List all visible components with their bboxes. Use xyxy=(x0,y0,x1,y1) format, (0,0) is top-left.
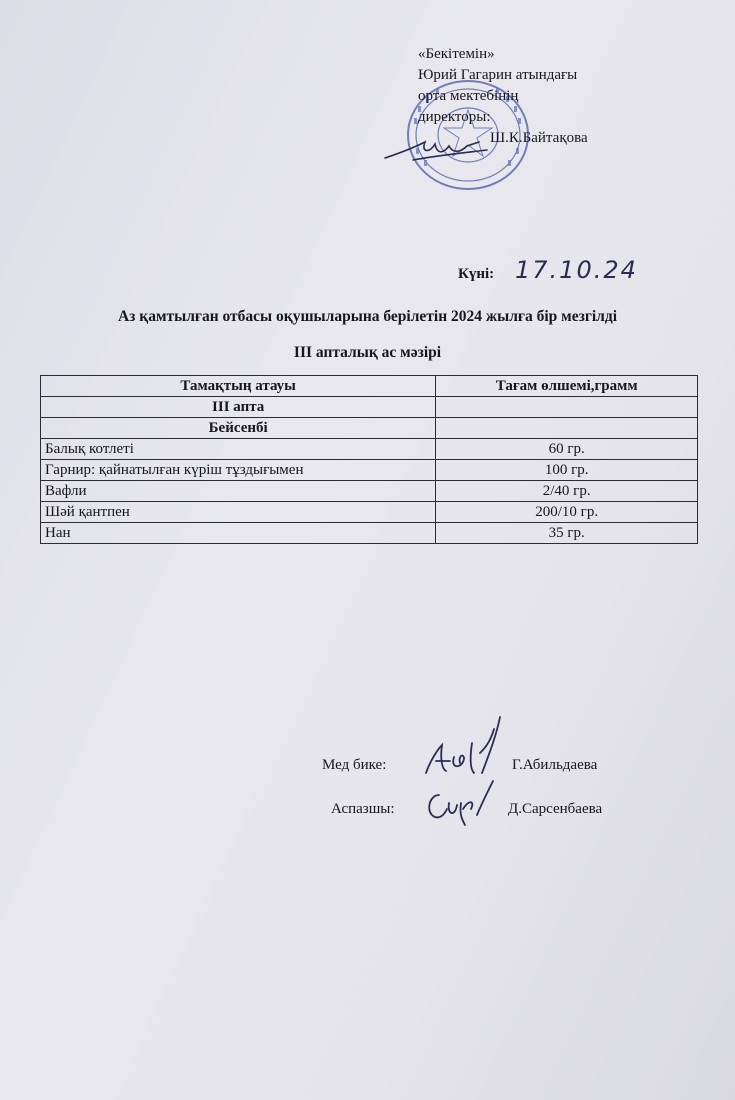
cook-role-label: Аспазшы: xyxy=(331,801,395,817)
week-row xyxy=(41,397,698,418)
table-row xyxy=(41,460,698,481)
table-row xyxy=(41,439,698,460)
table-row xyxy=(41,502,698,523)
dish-name: Вафли xyxy=(41,481,436,502)
dish-amount: 2/40 гр. xyxy=(436,481,698,502)
dish-name: Гарнир: қайнатылған күріш тұздығымен xyxy=(41,460,436,481)
column-header-amount: Тағам өлшемі,грамм xyxy=(436,376,698,397)
day-row xyxy=(41,418,698,439)
dish-amount: 60 гр. xyxy=(436,439,698,460)
empty-cell xyxy=(436,397,698,418)
menu-table xyxy=(40,375,698,544)
table-header-row xyxy=(41,376,698,397)
dish-amount: 200/10 гр. xyxy=(436,502,698,523)
column-header-dish: Тамақтың атауы xyxy=(41,376,436,397)
dish-name: Балық котлеті xyxy=(41,439,436,460)
date-label: Күні: xyxy=(458,266,495,282)
dish-name: Нан xyxy=(41,523,436,544)
empty-cell xyxy=(436,418,698,439)
dish-name: Шәй қантпен xyxy=(41,502,436,523)
director-signature xyxy=(383,128,493,168)
document-subtitle: III апталық ас мәзірі xyxy=(293,344,442,361)
cook-signature xyxy=(421,775,501,831)
date-handwritten: 17.10.24 xyxy=(515,256,638,284)
nurse-name: Г.Абильдаева xyxy=(512,757,598,773)
director-title: директоры: xyxy=(418,109,491,125)
dish-amount: 35 гр. xyxy=(436,523,698,544)
dish-amount: 100 гр. xyxy=(436,460,698,481)
table-row xyxy=(41,481,698,502)
document-title: Аз қамтылған отбасы оқушыларына берілетін 2024 жылға бір мезгілді xyxy=(117,308,618,325)
day-label: Бейсенбі xyxy=(41,418,436,439)
director-name: Ш.К.Байтақова xyxy=(490,130,588,146)
nurse-role-label: Мед бике: xyxy=(322,757,387,773)
cook-name: Д.Сарсенбаева xyxy=(508,801,603,817)
week-label: III апта xyxy=(41,397,436,418)
table-row xyxy=(41,523,698,544)
school-type: орта мектебінің xyxy=(418,88,519,104)
school-name: Юрий Гагарин атындағы xyxy=(418,67,578,83)
approval-heading: «Бекітемін» xyxy=(418,46,495,62)
